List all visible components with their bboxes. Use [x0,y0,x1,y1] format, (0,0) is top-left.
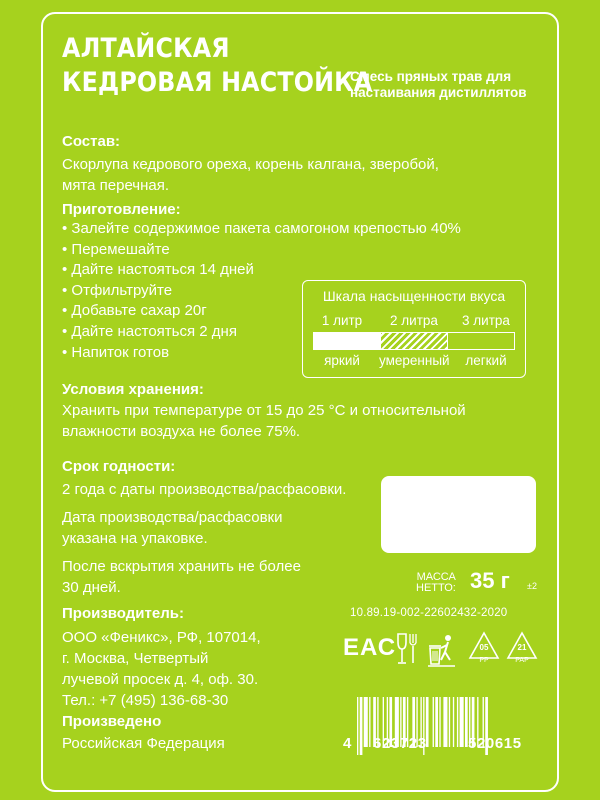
taste-scale-bar [313,332,515,350]
shelf-life-heading: Срок годности: [62,458,176,475]
producer-line-1: ООО «Феникс», РФ, 107014, [62,629,261,646]
preparation-step: • Дайте настояться 2 дня [62,322,461,343]
composition-heading: Состав: [62,133,121,150]
recycle-pap-mark [505,630,539,669]
producer-line-4: Тел.: +7 (495) 136-68-30 [62,692,229,709]
producer-line-3: лучевой просек д. 4, оф. 30. [62,671,259,688]
barcode-bar [364,697,368,747]
barcode-bar [357,697,358,755]
barcode-bar [360,697,363,755]
product-title [62,32,372,100]
barcode-bar [457,697,458,747]
preparation-step: • Напиток готов [62,343,461,364]
preparation-step: • Залейте содержимое пакета самогоном крепостью 40% [62,219,461,240]
barcode-digit-first: 4 [343,735,352,752]
scale-volume-3: 3 литра [462,313,510,328]
barcode-digits-group-1: 623723 [373,735,427,752]
origin-country: Российская Федерация [62,735,225,752]
barcode-bar [439,697,440,747]
composition-line-1: Скорлупа кедрового ореха, корень калгана, зверобой, [62,156,439,173]
recycle-pap-code: PAP [515,657,529,664]
recycle-pp-number: 05 [479,643,489,652]
barcode-digits-group-2: 520615 [468,735,522,752]
scale-volume-2: 2 литра [390,313,438,328]
scale-segment-light [448,333,514,349]
eac-mark-icon: ЕАС [343,634,397,661]
scale-volume-1: 1 литр [321,313,363,328]
storage-text [62,400,466,442]
storage-heading: Условия хранения: [62,381,204,398]
recycle-pp-code: PP [479,657,489,664]
food-safe-glass-fork-icon [395,632,419,668]
origin-heading: Произведено [62,713,162,730]
after-opening-note [62,556,301,598]
shelf-life-text: 2 года с даты производства/расфасовки. [62,481,347,498]
date-stamp-box [381,476,536,553]
mass-label-line-1: МАССА [416,571,456,583]
barcode-bar [433,697,434,747]
scale-level-1: яркий [324,353,360,368]
after-opening-line-1: После вскрытия хранить не более [62,558,301,575]
barcode-bar [460,697,464,747]
recycle-pap-number: 21 [517,643,527,652]
production-date-note [62,507,282,549]
product-subtitle [350,69,527,101]
producer-line-2: г. Москва, Четвертый [62,650,209,667]
storage-line-1: Хранить при температуре от 15 до 25 °С и относительной [62,402,466,419]
production-date-line-2: указана на упаковке. [62,530,208,547]
taste-scale-title: Шкала насыщенности вкуса [322,288,506,304]
composition-text [62,154,439,196]
scale-segment-moderate [380,333,448,349]
compliance-marks [343,630,543,675]
scale-level-3: легкий [465,353,507,368]
mass-label-line-2: НЕТТО: [416,582,456,594]
net-mass-tolerance: ±2 [527,581,537,591]
barcode-bar [443,697,447,747]
ean-barcode [343,679,543,773]
preparation-step: • Перемешайте [62,240,461,261]
title-line-1: АЛТАЙСКАЯ [62,33,230,64]
storage-line-2: влажности воздуха не более 75%. [62,423,301,440]
preparation-step: • Добавьте сахар 20г [62,301,461,322]
after-opening-line-2: 30 дней. [62,579,121,596]
recycle-pp-mark [467,630,501,669]
barcode-bar [435,697,438,747]
taste-scale [302,280,526,378]
scale-level-2: умеренный [379,353,450,368]
scale-segment-bright [314,333,380,349]
standard-code: 10.89.19-002-22602432-2020 [350,607,508,619]
tidyman-disposal-icon [427,634,457,668]
preparation-step: • Отфильтруйте [62,281,461,302]
barcode-bar [449,697,450,747]
production-date-line-1: Дата производства/расфасовки [62,509,283,526]
producer-address [62,627,261,711]
net-mass-label [416,572,456,594]
subtitle-line-2: настаивания дистиллятов [350,85,527,100]
preparation-heading: Приготовление: [62,201,181,218]
title-line-2: КЕДРОВАЯ НАСТОЙКА [62,67,373,98]
preparation-step: • Дайте настояться 14 дней [62,260,461,281]
barcode-bar [453,697,454,747]
net-mass-value: 35 г [470,568,510,593]
subtitle-line-1: Смесь пряных трав для [350,69,512,84]
composition-line-2: мята перечная. [62,177,170,194]
barcode-bar [369,697,370,747]
producer-heading: Производитель: [62,605,184,622]
